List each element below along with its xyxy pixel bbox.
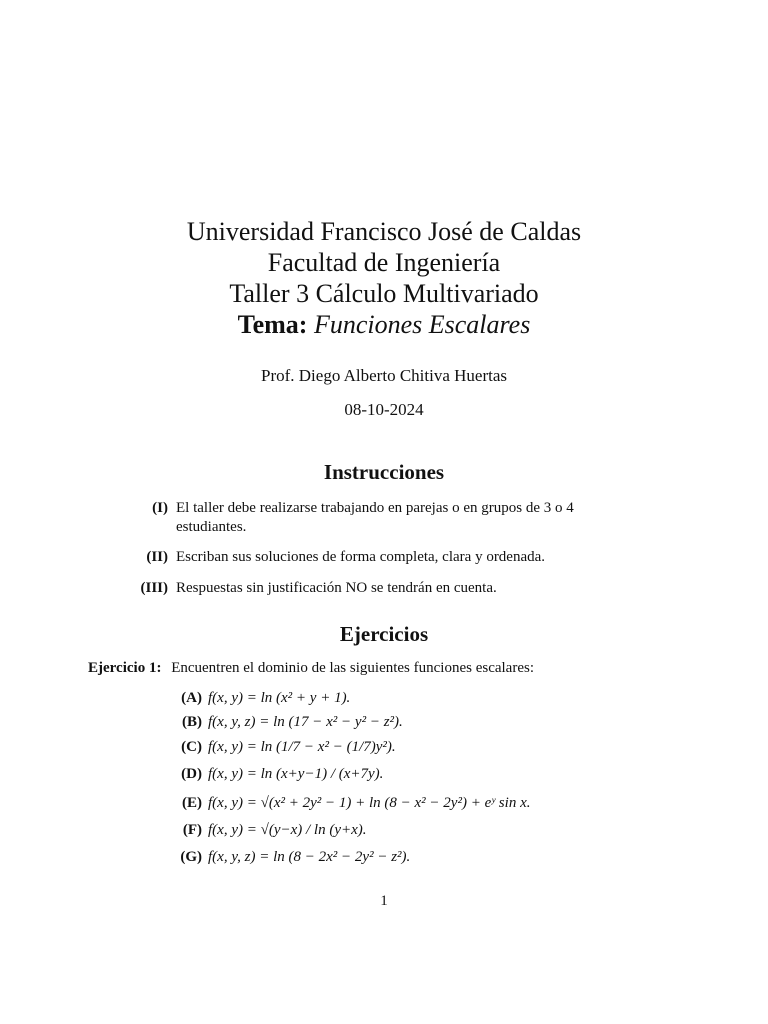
- item-formula: f(x, y, z) = ln (17 − x² − y² − z²).: [208, 714, 403, 730]
- exercise-item-c: [150, 739, 396, 761]
- instruction-text: El taller debe realizarse trabajando en parejas o en grupos de 3 o 4 estudiantes.: [176, 500, 574, 535]
- exercise-text: Encuentren el dominio de las siguientes funciones escalares:: [171, 660, 535, 676]
- item-formula: f(x, y) = ln (1/7 − x² − (1/7)y²).: [208, 739, 396, 755]
- exercise-item-b: [150, 714, 403, 736]
- topic-label: Tema:: [237, 310, 308, 339]
- exercise-item-g: [150, 849, 410, 871]
- item-label: (B): [182, 714, 202, 730]
- topic-value: Funciones Escalares: [313, 310, 531, 339]
- university-name: Universidad Francisco José de Caldas: [186, 217, 582, 246]
- course-title: Taller 3 Cálculo Multivariado: [229, 279, 539, 308]
- item-formula: f(x, y) = ln (x+y−1) / (x+7y).: [208, 766, 384, 782]
- item-label: (D): [181, 766, 202, 782]
- topic-line: [0, 309, 768, 340]
- page-number: 1: [380, 893, 388, 909]
- exercise-item-e: [150, 795, 530, 817]
- item-formula: f(x, y) = √(y−x) / ln (y+x).: [208, 822, 367, 838]
- instruction-number: (I): [152, 500, 168, 516]
- item-formula: f(x, y) = √(x² + 2y² − 1) + ln (8 − x² − 2y²) + eʸ sin x.: [208, 795, 531, 811]
- professor-name: Prof. Diego Alberto Chitiva Huertas: [261, 366, 507, 385]
- exercise-1-statement: [88, 660, 708, 677]
- instruction-number: (II): [146, 549, 168, 565]
- exercise-item-f: [150, 822, 367, 844]
- instructions-heading: Instrucciones: [323, 460, 445, 484]
- item-label: (E): [182, 795, 202, 811]
- exercises-heading: Ejercicios: [339, 622, 429, 646]
- exercise-item-d: [150, 766, 383, 788]
- item-label: (G): [180, 849, 202, 865]
- instruction-text: Respuestas sin justificación NO se tendrán en cuenta.: [176, 580, 497, 596]
- faculty-name: Facultad de Ingeniería: [267, 248, 501, 277]
- item-label: (A): [181, 690, 202, 706]
- title-block: [0, 216, 768, 340]
- item-label: (C): [181, 739, 202, 755]
- exercise-label: Ejercicio 1:: [88, 660, 162, 676]
- instruction-number: (III): [140, 580, 168, 596]
- item-formula: f(x, y, z) = ln (8 − 2x² − 2y² − z²).: [208, 849, 411, 865]
- instruction-text: Escriban sus soluciones de forma completa, clara y ordenada.: [176, 549, 546, 565]
- item-formula: f(x, y) = ln (x² + y + 1).: [208, 690, 351, 706]
- exercise-item-a: [150, 690, 350, 712]
- document-date: 08-10-2024: [344, 400, 424, 419]
- item-label: (F): [182, 822, 202, 838]
